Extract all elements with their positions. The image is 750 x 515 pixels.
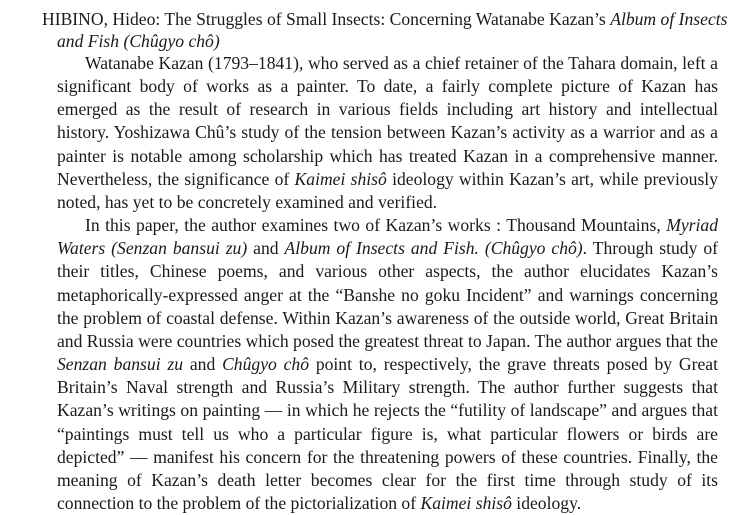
- p2-senzan-full: Myriad Waters (Senzan bansui zu): [57, 215, 718, 259]
- p2-text-4: and: [183, 354, 223, 375]
- p2-senzan-short: Senzan bansui zu: [57, 354, 184, 375]
- p1-kaimei: Kaimei shisô: [294, 168, 387, 189]
- p2-text-5: point to, respectively, the grave threats posed by Great Britain’s Naval strength and Russia’s Military strength. The author further suggests that Kazan’s writings on painting — in which he rejects the “futility of landscape” and argues that “paintings must tell us who a particular figure is, what particular flowers or birds are depicted” — manifest his concern for the threatening powers of these countries. Finally, the meaning of Kazan’s death letter becomes clear for the first time through study of its connection to the problem of the pictorialization of: [57, 354, 718, 513]
- title-separator: :: [155, 9, 161, 29]
- author-name: HIBINO, Hideo: [42, 9, 156, 29]
- p2-album: Album of Insects and Fish. (Chûgyo chô): [284, 238, 583, 259]
- p1-text-2: ideology within Kazan’s art, while previously noted, has yet to be concretely examined and verified.: [57, 168, 718, 212]
- p2-kaimei: Kaimei shisô: [420, 492, 512, 513]
- p2-text-1: In this paper, the author examines two of Kazan’s works : Thousand Mountains,: [85, 215, 667, 236]
- p2-text-6: ideology.: [511, 492, 582, 513]
- title-main: The Struggles of Small Insects: [164, 9, 381, 29]
- title-italic-line2: of Insects and Fish (Chûgyo chô): [57, 9, 728, 51]
- p2-text-2: and: [247, 238, 285, 259]
- title-italic-album: Album: [610, 9, 657, 29]
- p2-text-3: . Through study of their titles, Chinese poems, and various other aspects, the author elucidates Kazan’s metaphorically-expressed anger at the “Banshe no goku Incident” and warnings concerning the problem of coastal defense. Within Kazan’s awareness of the outside world, Great Britain and Russia were countries which posed the greatest threat to Japan. The author argues that the: [57, 238, 718, 351]
- title-colon: :: [380, 9, 386, 29]
- p1-text-1: Watanabe Kazan (1793–1841), who served as a chief retainer of the Tahara domain, left a significant body of works as a painter. To date, a fairly complete picture of Kazan has emerged as the result of research in various fields including art history and intellectual history. Yoshizawa Chû’s study of the tension between Kazan’s activity as a warrior and as a painter is notable among scholarship which has treated Kazan in a comprehensive manner. Nevertheless, the significance of: [57, 53, 718, 189]
- abstract-body: [57, 52, 718, 515]
- article-title: [42, 8, 747, 52]
- paragraph-2: [57, 214, 718, 515]
- title-subtitle: Concerning Watanabe Kazan’s: [389, 9, 606, 29]
- paragraph-1: [57, 52, 718, 214]
- p2-chugyo: Chûgyo chô: [222, 354, 310, 375]
